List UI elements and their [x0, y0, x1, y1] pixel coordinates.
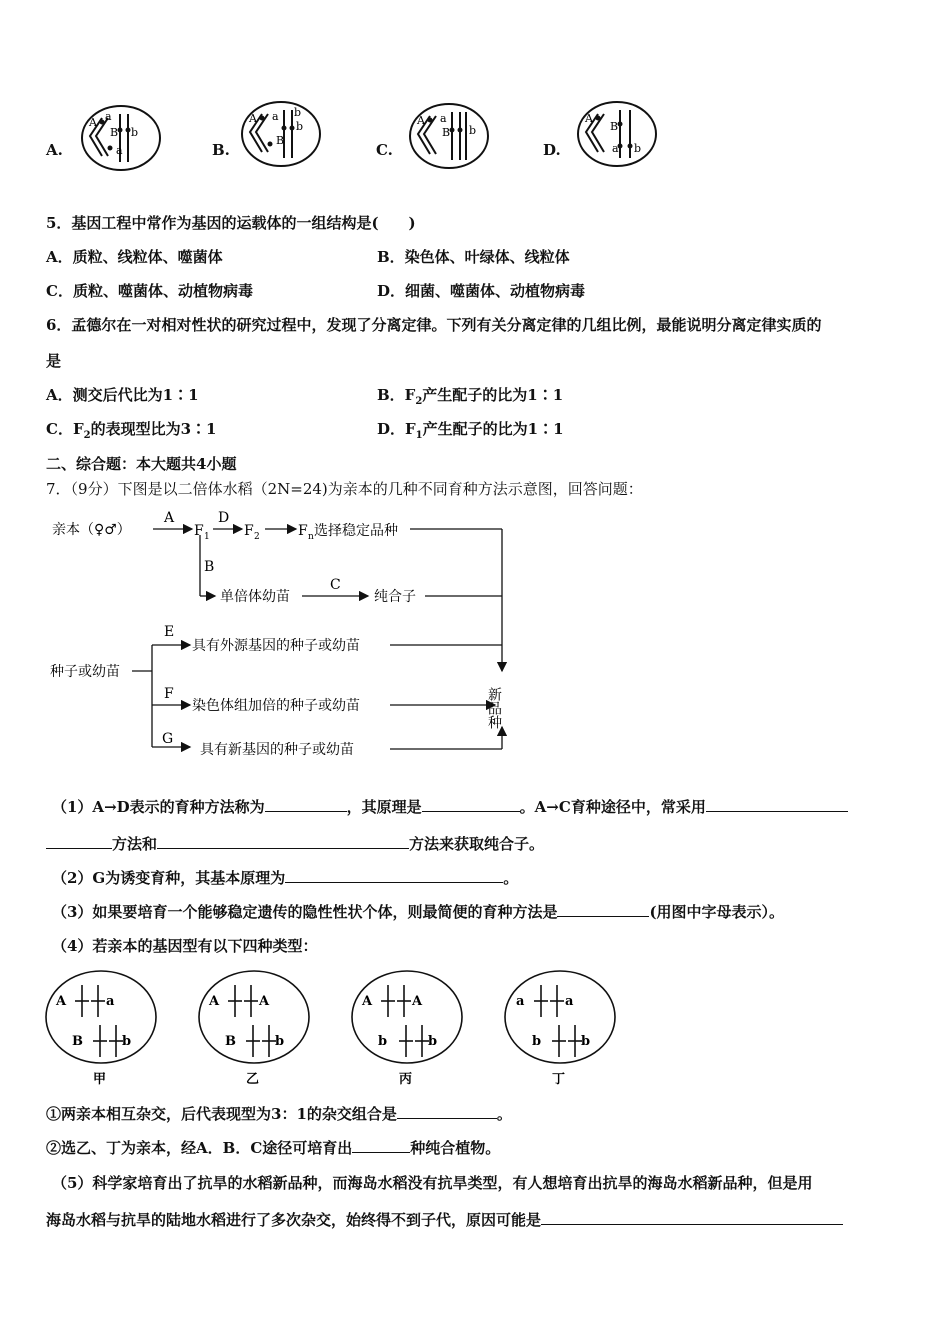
- cell-yi-bot-right: b: [275, 1034, 285, 1049]
- q7-p2a: （2）G为诱变育种，其基本原理为: [52, 869, 286, 887]
- blank-9[interactable]: [541, 1209, 843, 1225]
- q4-b-label-3: b: [296, 120, 304, 133]
- q7-part1-line2: [46, 833, 544, 854]
- q4-c-label-2: a: [440, 112, 447, 125]
- cell-yi-top-right: A: [259, 994, 270, 1009]
- diagram-homozygote: 纯合子: [374, 589, 416, 605]
- diagram-f1-sub: 1: [204, 532, 210, 542]
- diagram-step-g: G: [162, 731, 174, 747]
- cell-yi-top-left: A: [209, 994, 220, 1009]
- q7-p1d: 方法和: [112, 835, 158, 853]
- q6-b-pre: B．F: [377, 386, 416, 404]
- cell-bing-name: 丙: [399, 1072, 413, 1087]
- q6-option-c[interactable]: [46, 418, 216, 441]
- q7-p1c: 。A→C育种途径中，常采用: [519, 798, 706, 816]
- blank-3-cont[interactable]: [46, 833, 112, 849]
- cell-ding-top-right: a: [565, 994, 574, 1009]
- q7-p2b: 。: [503, 869, 519, 887]
- q6-c-post: 的表现型比为3∶1: [90, 420, 217, 438]
- q6-d-sub: 1: [415, 430, 423, 441]
- section2-heading: 二、综合题：本大题共4小题: [46, 455, 237, 473]
- q4-c-label-3: B: [442, 126, 451, 139]
- q5-option-b[interactable]: B．染色体、叶绿体、线粒体: [377, 248, 570, 266]
- cell-jia-name: 甲: [93, 1072, 107, 1087]
- q4-d-label-1: A: [585, 112, 593, 125]
- blank-5[interactable]: [285, 867, 503, 883]
- q4-c-label-1: A: [417, 114, 425, 127]
- q4-a-label-1: A: [89, 116, 97, 129]
- diagram-step-b: B: [204, 559, 215, 575]
- diagram-step-c: C: [330, 577, 341, 593]
- q7-part2: [52, 867, 518, 888]
- q7-p3b: (用图中字母表示）。: [649, 903, 785, 921]
- blank-3[interactable]: [706, 796, 848, 812]
- diagram-f2: F: [244, 523, 254, 539]
- q5-option-a[interactable]: A．质粒、线粒体、噬菌体: [46, 248, 223, 266]
- cell-jia-bot-right: b: [122, 1034, 132, 1049]
- q4-a-label-4: b: [131, 126, 139, 139]
- q7-part3: [52, 901, 784, 922]
- q4-d-label-4: b: [634, 142, 642, 155]
- diagram-fn-sub: n: [308, 532, 314, 542]
- cell-ding-top-left: a: [516, 994, 525, 1009]
- q4-d-label-3: a: [612, 142, 619, 155]
- q7-sub1: [46, 1103, 512, 1124]
- q6-option-b[interactable]: [377, 384, 563, 407]
- diagram-step-e: E: [164, 624, 175, 640]
- diagram-newgene: 具有新基因的种子或幼苗: [200, 742, 354, 758]
- q7-p3a: （3）如果要培育一个能够稳定遗传的隐性性状个体，则最简便的育种方法是: [52, 903, 558, 921]
- q6-option-d[interactable]: [377, 418, 564, 441]
- q5-option-c[interactable]: C．质粒、噬菌体、动植物病毒: [46, 282, 253, 300]
- diagram-parent: 亲本（♀♂）: [52, 522, 131, 538]
- q6-stem-line2: 是: [46, 352, 62, 370]
- diagram-step-a: A: [164, 510, 175, 526]
- cell-yi-name: 乙: [246, 1072, 260, 1087]
- cell-ding-name: 丁: [552, 1072, 566, 1087]
- cell-ding-bot-left: b: [532, 1034, 542, 1049]
- q6-option-a[interactable]: A．测交后代比为1∶1: [46, 386, 199, 404]
- diagram-newvar: 新品种: [486, 687, 502, 729]
- q4-b-label-4: B: [276, 134, 285, 147]
- cell-jia-bot-left: B: [72, 1034, 83, 1049]
- q4-option-c-cell-figure: [408, 102, 492, 170]
- cell-bing-top-right: A: [412, 994, 423, 1009]
- genotype-cells: [40, 965, 630, 1090]
- q5-stem: 5．基因工程中常作为基因的运载体的一组结构是( ): [46, 214, 416, 232]
- diagram-haploid: 单倍体幼苗: [220, 589, 290, 605]
- diagram-foreign: 具有外源基因的种子或幼苗: [192, 638, 360, 654]
- q7-s2a: ②选乙、丁为亲本，经A．B．C途径可培育出: [46, 1139, 353, 1157]
- cell-jia-top-left: A: [56, 994, 67, 1009]
- diagram-f1: F: [194, 523, 204, 539]
- diagram-seed: 种子或幼苗: [50, 664, 120, 680]
- cell-jia-top-right: a: [106, 994, 115, 1009]
- q4-b-label-1: A: [249, 112, 257, 125]
- q4-option-a-cell-figure: [80, 104, 164, 172]
- blank-1[interactable]: [265, 796, 347, 812]
- cell-bing-bot-left: b: [378, 1034, 388, 1049]
- q4-a-label-2: a: [105, 110, 112, 123]
- cell-bing-top-left: A: [362, 994, 373, 1009]
- q7-sub2: [46, 1137, 500, 1158]
- q7-s2b: 种纯合植物。: [410, 1139, 501, 1157]
- q6-stem-line1: 6．孟德尔在一对相对性状的研究过程中，发现了分离定律。下列有关分离定律的几组比例，最能说明分离定律实质的: [46, 316, 822, 334]
- q4-a-label-3: B: [110, 126, 119, 139]
- q4-b-label-5: b: [294, 106, 302, 119]
- q7-stem: 7．（9分）下图是以二倍体水稻（2N=24)为亲本的几种不同育种方法示意图，回答问题：: [46, 480, 643, 498]
- q6-c-sub: 2: [83, 430, 91, 441]
- q4-option-c-letter[interactable]: C.: [376, 141, 393, 159]
- q4-option-a-letter[interactable]: A.: [46, 141, 63, 159]
- q6-b-post: 产生配子的比为1∶1: [422, 386, 564, 404]
- q4-option-d-cell-figure: [576, 100, 660, 168]
- cell-bing-bot-right: b: [428, 1034, 438, 1049]
- q4-a-label-5: a: [116, 144, 123, 157]
- diagram-fn: F: [298, 523, 308, 539]
- q7-p5b: 海岛水稻与抗旱的陆地水稻进行了多次杂交，始终得不到子代，原因可能是: [46, 1211, 542, 1229]
- q7-part5-line1: （5）科学家培育出了抗旱的水稻新品种，而海岛水稻没有抗旱类型，有人想培育出抗旱的海岛水稻新品种，但是用: [52, 1174, 813, 1192]
- breeding-diagram: [40, 505, 530, 765]
- q4-d-label-2: B: [610, 120, 619, 133]
- diagram-f2-sub: 2: [254, 532, 260, 542]
- cell-ding-bot-right: b: [581, 1034, 591, 1049]
- q6-b-sub: 2: [415, 396, 423, 407]
- q7-s1a: ①两亲本相互杂交，后代表现型为3：1的杂交组合是: [46, 1105, 397, 1123]
- blank-7[interactable]: [397, 1103, 497, 1119]
- diagram-doubled: 染色体组加倍的种子或幼苗: [192, 698, 360, 714]
- q7-part4: （4）若亲本的基因型有以下四种类型：: [52, 937, 318, 955]
- diagram-step-d: D: [218, 510, 230, 526]
- blank-4[interactable]: [157, 833, 409, 849]
- q4-b-label-2: a: [272, 110, 279, 123]
- q4-option-d-letter[interactable]: D.: [543, 141, 561, 159]
- q7-part5-line2: [46, 1209, 843, 1230]
- q4-c-label-4: b: [469, 124, 477, 137]
- q7-p1a: （1）A→D表示的育种方法称为: [52, 798, 265, 816]
- q7-p1e: 方法来获取纯合子。: [409, 835, 545, 853]
- q7-part1-line1: [52, 796, 848, 817]
- q6-d-post: 产生配子的比为1∶1: [422, 420, 564, 438]
- diagram-select: 选择稳定品种: [314, 523, 398, 539]
- diagram-step-f: F: [164, 686, 174, 702]
- q6-c-pre: C．F: [46, 420, 84, 438]
- blank-2[interactable]: [422, 796, 520, 812]
- cell-yi-bot-left: B: [225, 1034, 236, 1049]
- blank-8[interactable]: [352, 1137, 410, 1153]
- q5-option-d[interactable]: D．细菌、噬菌体、动植物病毒: [377, 282, 586, 300]
- q4-option-b-letter[interactable]: B.: [212, 141, 230, 159]
- q4-option-b-cell-figure: [240, 100, 324, 168]
- q6-d-pre: D．F: [377, 420, 416, 438]
- q7-p1b: ，其原理是: [346, 798, 422, 816]
- q7-s1b: 。: [496, 1105, 512, 1123]
- blank-6[interactable]: [557, 901, 649, 917]
